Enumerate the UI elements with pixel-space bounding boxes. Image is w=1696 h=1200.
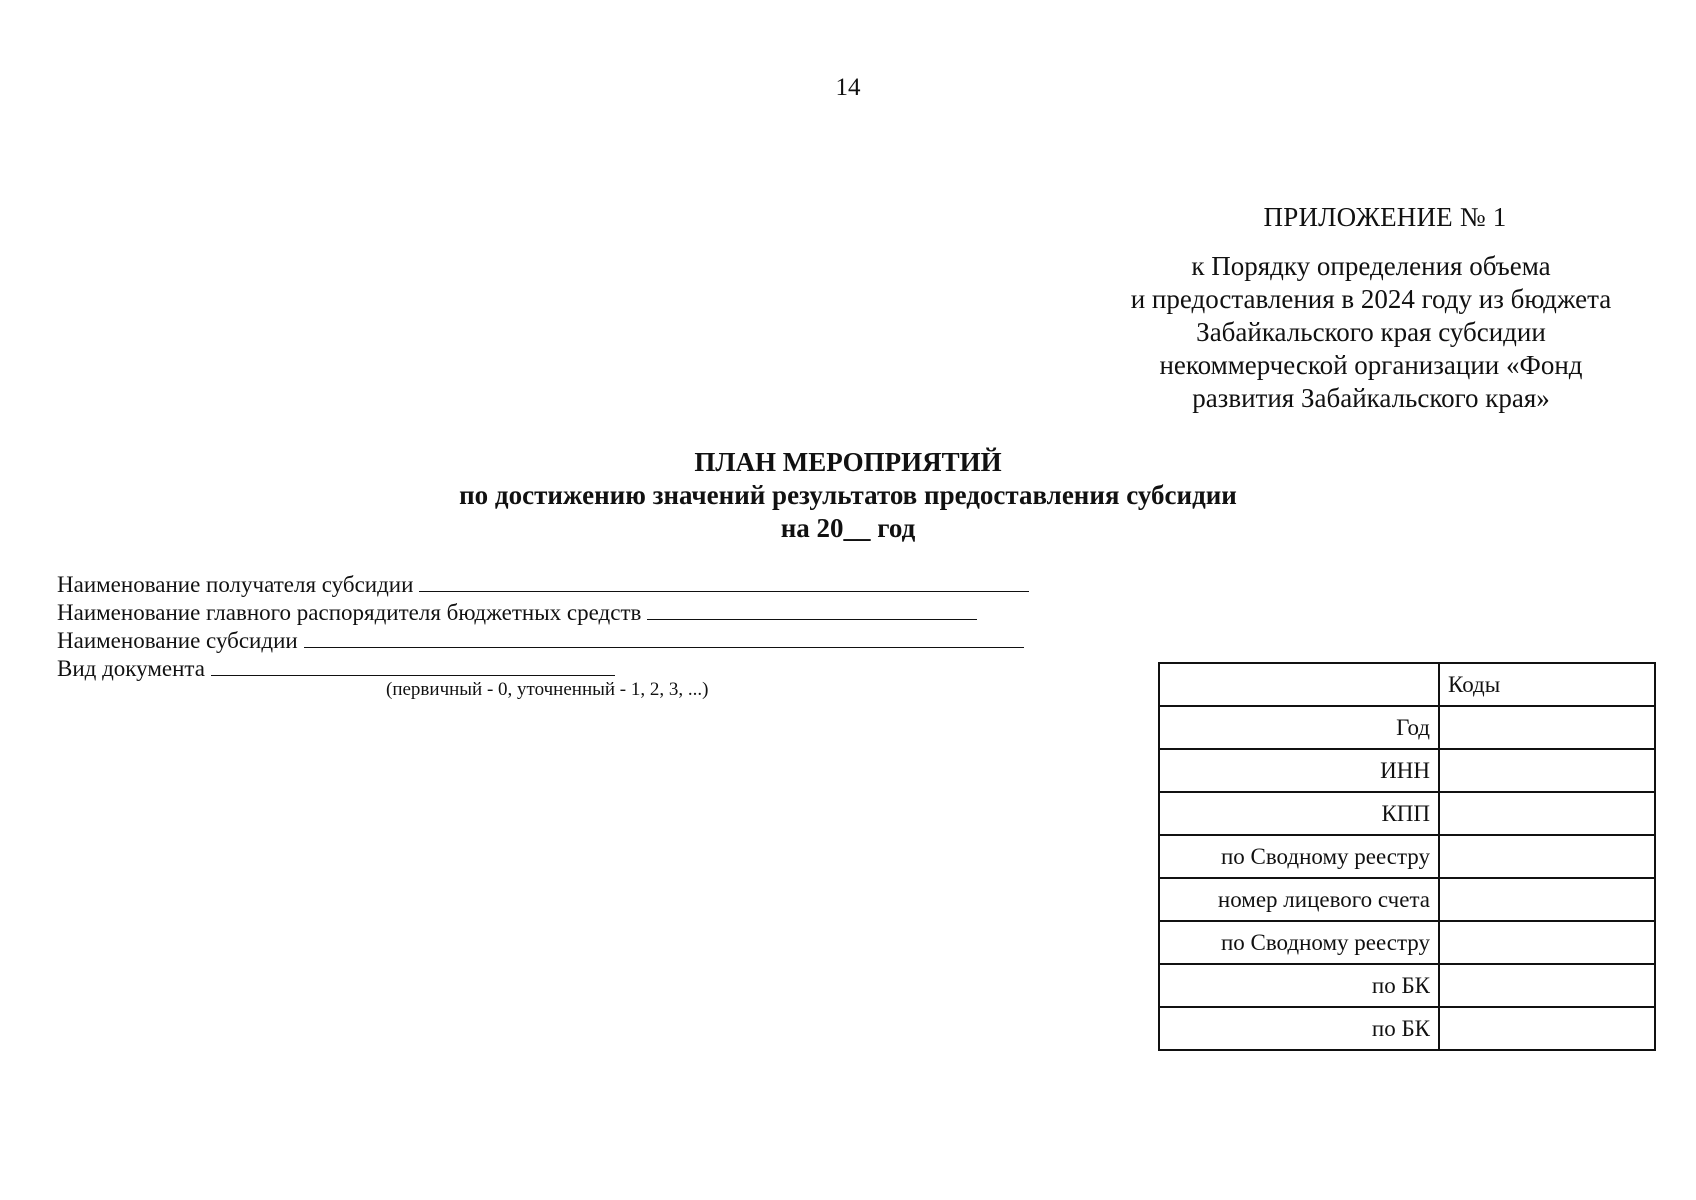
code-value-cell[interactable]	[1439, 1007, 1655, 1050]
code-value-cell[interactable]	[1439, 878, 1655, 921]
document-type-field[interactable]	[211, 655, 615, 676]
document-type-label: Вид документа	[57, 656, 205, 681]
code-value-cell[interactable]	[1439, 835, 1655, 878]
codes-table	[1158, 662, 1656, 1051]
plan-heading	[0, 446, 1696, 545]
plan-year-line: на 20__ год	[780, 513, 916, 543]
codes-header-empty-cell	[1159, 663, 1439, 706]
codes-row-label: по БК	[1159, 964, 1439, 1007]
codes-header: Коды	[1439, 663, 1655, 706]
manager-name-label: Наименование главного распорядителя бюджетных средств	[57, 600, 642, 625]
appendix-line: развития Забайкальского края»	[1192, 383, 1550, 413]
codes-row-label: КПП	[1159, 792, 1439, 835]
codes-row-label: ИНН	[1159, 749, 1439, 792]
code-value-cell[interactable]	[1439, 706, 1655, 749]
codes-row-label: по Сводному реестру	[1159, 835, 1439, 878]
codes-row-label: по Сводному реестру	[1159, 921, 1439, 964]
code-value-cell[interactable]	[1439, 921, 1655, 964]
plan-title: ПЛАН МЕРОПРИЯТИЙ	[694, 447, 1002, 477]
appendix-title: ПРИЛОЖЕНИЕ № 1	[1263, 202, 1507, 232]
recipient-name-row	[57, 571, 1029, 599]
recipient-name-label: Наименование получателя субсидии	[57, 572, 414, 597]
recipient-name-field[interactable]	[419, 571, 1029, 592]
table-row	[1159, 921, 1655, 964]
manager-name-row	[57, 599, 1029, 627]
subsidy-name-row	[57, 627, 1029, 655]
table-row	[1159, 792, 1655, 835]
codes-row-label: по БК	[1159, 1007, 1439, 1050]
table-row	[1159, 1007, 1655, 1050]
codes-header-row	[1159, 663, 1655, 706]
table-row	[1159, 878, 1655, 921]
code-value-cell[interactable]	[1439, 749, 1655, 792]
appendix-line: и предоставления в 2024 году из бюджета	[1130, 284, 1612, 314]
table-row	[1159, 706, 1655, 749]
table-row	[1159, 964, 1655, 1007]
subsidy-name-label: Наименование субсидии	[57, 628, 298, 653]
appendix-line: Забайкальского края субсидии	[1196, 317, 1546, 347]
codes-row-label: Год	[1159, 706, 1439, 749]
appendix-line: к Порядку определения объема	[1191, 251, 1551, 281]
code-value-cell[interactable]	[1439, 964, 1655, 1007]
appendix-line: некоммерческой организации «Фонд	[1159, 350, 1583, 380]
appendix-description	[1090, 250, 1652, 415]
table-row	[1159, 835, 1655, 878]
code-value-cell[interactable]	[1439, 792, 1655, 835]
subsidy-name-field[interactable]	[304, 627, 1024, 648]
page-number: 14	[835, 74, 861, 101]
recipient-fields	[57, 571, 1029, 683]
manager-name-field[interactable]	[647, 599, 977, 620]
table-row	[1159, 749, 1655, 792]
codes-row-label: номер лицевого счета	[1159, 878, 1439, 921]
plan-subtitle: по достижению значений результатов предоставления субсидии	[459, 480, 1237, 510]
document-type-hint: (первичный - 0, уточненный - 1, 2, 3, ...)	[386, 679, 709, 700]
